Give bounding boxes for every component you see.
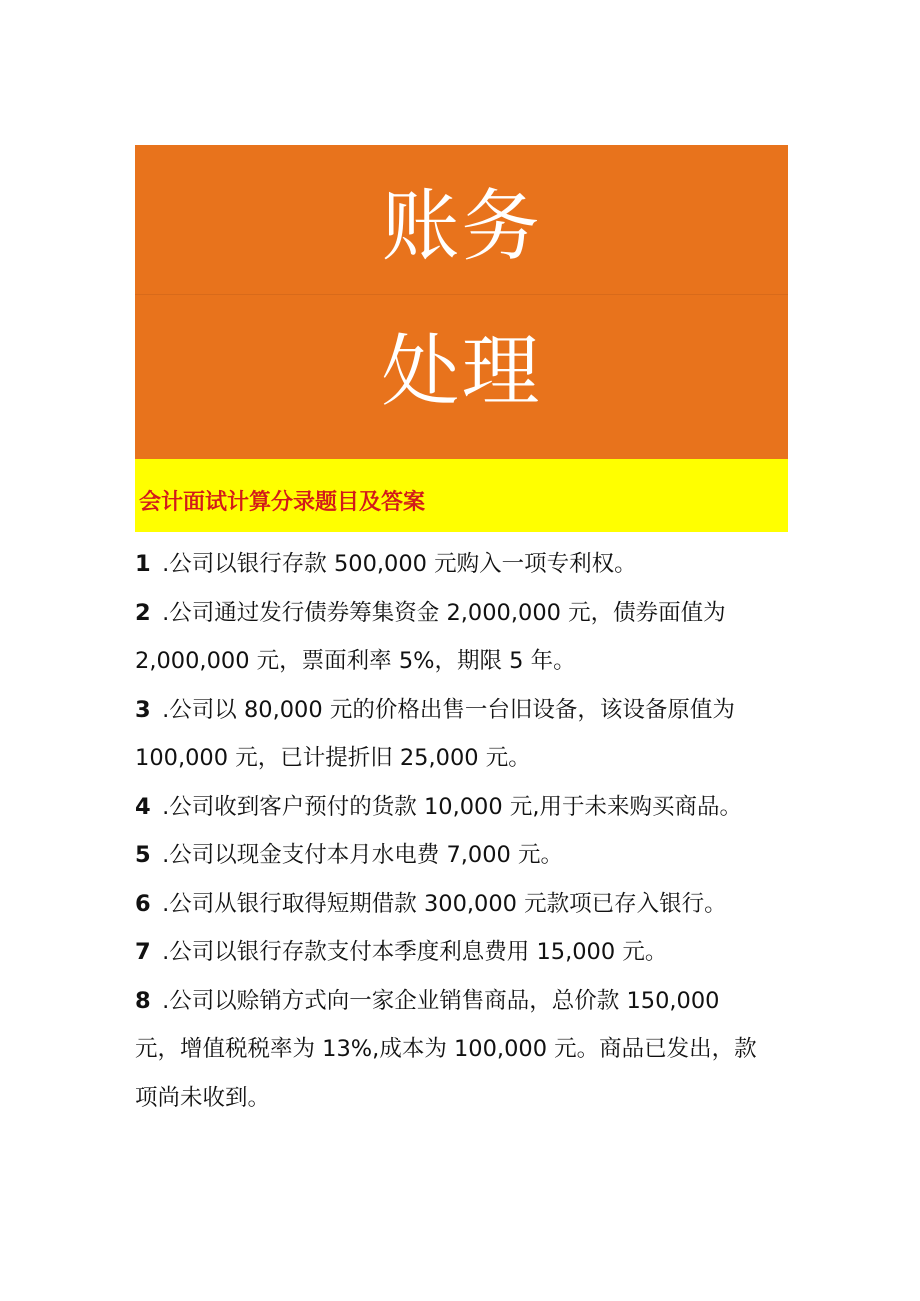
question-7: [135, 928, 795, 977]
question-8: [135, 977, 795, 1026]
title-banner: [135, 145, 788, 459]
question-text: .公司以银行存款 500,000 元购入一项专利权。: [155, 551, 637, 577]
question-list: [135, 540, 795, 1122]
banner-title-line2: 处理: [381, 327, 542, 417]
question-number: 2: [135, 599, 151, 626]
question-text: 元，增值税税率为 13%,成本为 100,000 元。商品已发出，款: [135, 1036, 757, 1062]
subtitle-bar: [135, 459, 788, 532]
question-number: 1: [135, 551, 151, 577]
question-text: .公司以银行存款支付本季度利息费用 15,000 元。: [155, 939, 668, 965]
question-text: 项尚未收到。: [135, 1084, 271, 1111]
question-3-cont: [135, 734, 795, 783]
question-text: .公司从银行取得短期借款 300,000 元款项已存入银行。: [155, 890, 727, 917]
subtitle: 会计面试计算分录题目及答案: [139, 490, 426, 515]
question-8-cont2: [135, 1074, 795, 1123]
question-text: .公司以现金支付本月水电费 7,000 元。: [155, 842, 564, 868]
question-4: [135, 783, 795, 832]
question-number: 7: [135, 939, 151, 965]
question-text: .公司通过发行债券筹集资金 2,000,000 元，债券面值为: [155, 599, 726, 626]
question-text: 100,000 元，已计提折旧 25,000 元。: [135, 745, 531, 771]
banner-title-line1: 账务: [381, 182, 542, 272]
question-text: .公司以赊销方式向一家企业销售商品，总价款 150,000: [155, 987, 720, 1014]
question-number: 4: [135, 793, 151, 820]
question-text: .公司收到客户预付的货款 10,000 元,用于未来购买商品。: [155, 793, 742, 820]
question-number: 6: [135, 890, 151, 917]
question-3: [135, 686, 795, 735]
question-8-cont: [135, 1025, 795, 1074]
question-number: 8: [135, 987, 151, 1014]
question-2-cont: [135, 637, 795, 686]
question-number: 5: [135, 842, 151, 868]
question-text: 2,000,000 元，票面利率 5%，期限 5 年。: [135, 648, 576, 674]
question-6: [135, 880, 795, 929]
question-1: [135, 540, 795, 589]
banner-divider: [135, 294, 788, 295]
question-text: .公司以 80,000 元的价格出售一台旧设备，该设备原值为: [155, 696, 735, 723]
question-2: [135, 589, 795, 638]
question-5: [135, 831, 795, 880]
question-number: 3: [135, 696, 151, 723]
